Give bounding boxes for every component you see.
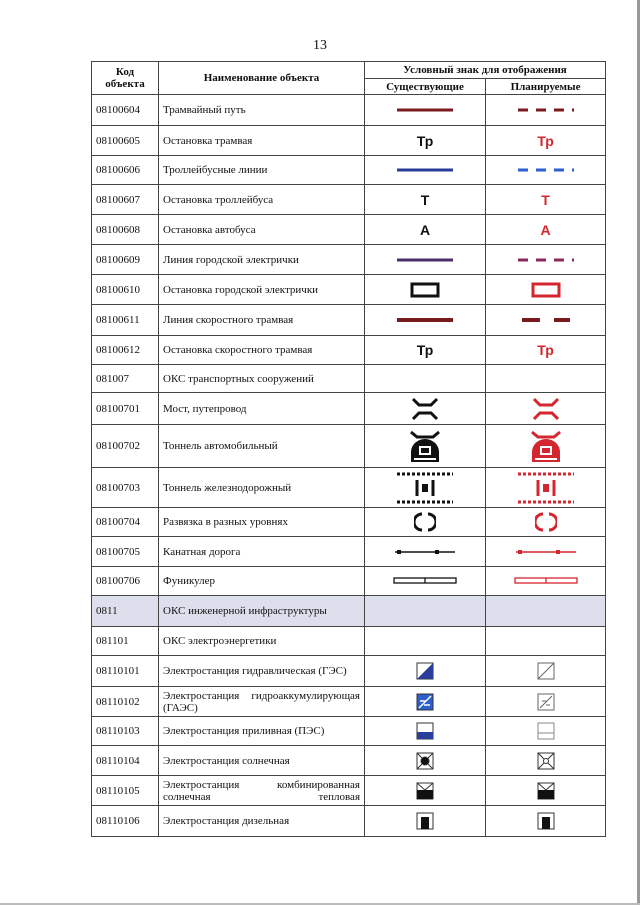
object-code: 08100610 xyxy=(92,275,159,305)
symbol-planned xyxy=(486,215,606,245)
table-row xyxy=(92,425,606,468)
table-row xyxy=(92,468,606,508)
tram-stop-label: Тр xyxy=(416,132,434,149)
symbol-existing xyxy=(365,215,486,245)
table-row xyxy=(92,305,606,336)
object-name: Остановка автобуса xyxy=(159,215,365,245)
symbol-planned xyxy=(486,627,606,656)
object-name: Трамвайный путь xyxy=(159,95,365,126)
object-code: 08100703 xyxy=(92,468,159,508)
header-planned: Планируемые xyxy=(486,79,606,95)
object-name: Линия скоростного трамвая xyxy=(159,305,365,336)
symbol-existing xyxy=(365,156,486,185)
trolleybus-stop-label: Т xyxy=(420,191,430,208)
object-code: 08100608 xyxy=(92,215,159,245)
page-number: 13 xyxy=(313,38,327,53)
symbol-planned xyxy=(486,336,606,365)
table-row xyxy=(92,275,606,305)
object-name: Электростанция гидроаккумулирующая (ГАЭС) xyxy=(159,687,365,717)
symbol-existing xyxy=(365,365,486,393)
symbol-existing xyxy=(365,275,486,305)
object-code: 08100609 xyxy=(92,245,159,275)
symbol-existing xyxy=(365,336,486,365)
express-tram-stop-label: Тр xyxy=(537,342,554,358)
symbol-existing xyxy=(365,596,486,627)
trolleybus-stop-label: Т xyxy=(541,191,550,208)
table-row xyxy=(92,537,606,567)
symbol-existing xyxy=(365,305,486,336)
object-code: 08100612 xyxy=(92,336,159,365)
object-name: Остановка скоростного трамвая xyxy=(159,336,365,365)
object-code: 08100705 xyxy=(92,537,159,567)
symbol-planned xyxy=(486,567,606,596)
symbol-planned xyxy=(486,305,606,336)
symbol-planned xyxy=(486,245,606,275)
symbol-planned xyxy=(486,365,606,393)
object-name: ОКС электроэнергетики xyxy=(159,627,365,656)
symbol-existing xyxy=(365,746,486,776)
object-code: 08100701 xyxy=(92,393,159,425)
object-code: 081101 xyxy=(92,627,159,656)
symbol-planned xyxy=(486,126,606,156)
header-existing: Существующие xyxy=(365,79,486,95)
object-code: 081007 xyxy=(92,365,159,393)
object-name: Тоннель железнодорожный xyxy=(159,468,365,508)
symbol-existing xyxy=(365,468,486,508)
symbol-existing xyxy=(365,508,486,537)
object-name: Тоннель автомобильный xyxy=(159,425,365,468)
table-row xyxy=(92,185,606,215)
symbol-existing xyxy=(365,537,486,567)
object-name: Мост, путепровод xyxy=(159,393,365,425)
table-row xyxy=(92,95,606,126)
table-row xyxy=(92,746,606,776)
symbol-planned xyxy=(486,596,606,627)
symbol-planned xyxy=(486,717,606,746)
legend-body xyxy=(92,95,606,837)
symbol-planned xyxy=(486,806,606,837)
bus-stop-label: А xyxy=(540,221,551,238)
table-row xyxy=(92,245,606,275)
object-name: Электростанция гидравлическая (ГЭС) xyxy=(159,656,365,687)
table-row xyxy=(92,126,606,156)
symbol-planned xyxy=(486,776,606,806)
table-row xyxy=(92,365,606,393)
symbol-existing xyxy=(365,806,486,837)
table-row xyxy=(92,627,606,656)
header-symbol: Условный знак для отображения xyxy=(365,62,606,79)
object-code: 08110103 xyxy=(92,717,159,746)
symbol-existing xyxy=(365,126,486,156)
symbol-existing xyxy=(365,687,486,717)
table-row xyxy=(92,393,606,425)
symbol-existing xyxy=(365,776,486,806)
object-code: 08100606 xyxy=(92,156,159,185)
object-name: Троллейбусные линии xyxy=(159,156,365,185)
symbol-existing xyxy=(365,425,486,468)
object-name: Электростанция дизельная xyxy=(159,806,365,837)
symbol-existing xyxy=(365,717,486,746)
header-name: Наименование объекта xyxy=(159,62,365,95)
symbol-planned xyxy=(486,468,606,508)
object-code: 08100706 xyxy=(92,567,159,596)
symbol-existing xyxy=(365,185,486,215)
symbol-existing xyxy=(365,627,486,656)
symbol-planned xyxy=(486,156,606,185)
symbol-planned xyxy=(486,185,606,215)
symbol-planned xyxy=(486,275,606,305)
symbol-existing xyxy=(365,656,486,687)
object-code: 08100702 xyxy=(92,425,159,468)
bus-stop-label: А xyxy=(419,221,431,238)
symbol-existing xyxy=(365,567,486,596)
object-name: Фуникулер xyxy=(159,567,365,596)
object-name: Линия городской электрички xyxy=(159,245,365,275)
table-row xyxy=(92,687,606,717)
symbol-planned xyxy=(486,425,606,468)
object-name: Остановка трамвая xyxy=(159,126,365,156)
table-row xyxy=(92,336,606,365)
symbol-existing xyxy=(365,245,486,275)
object-name: Электростанция приливная (ПЭС) xyxy=(159,717,365,746)
object-code: 08110102 xyxy=(92,687,159,717)
object-code: 08100704 xyxy=(92,508,159,537)
table-row xyxy=(92,215,606,245)
object-code: 08100605 xyxy=(92,126,159,156)
object-code: 08110104 xyxy=(92,746,159,776)
object-code: 08110106 xyxy=(92,806,159,837)
table-row xyxy=(92,776,606,806)
header-code: Код объекта xyxy=(92,62,159,95)
symbol-planned xyxy=(486,687,606,717)
object-name: ОКС транспортных сооружений xyxy=(159,365,365,393)
object-code: 0811 xyxy=(92,596,159,627)
table-row xyxy=(92,806,606,837)
symbol-planned xyxy=(486,508,606,537)
tram-stop-label: Тр xyxy=(537,132,554,149)
symbol-existing xyxy=(365,95,486,126)
symbol-planned xyxy=(486,95,606,126)
object-name: Развязка в разных уровнях xyxy=(159,508,365,537)
object-code: 08100604 xyxy=(92,95,159,126)
object-code: 08110101 xyxy=(92,656,159,687)
table-row xyxy=(92,596,606,627)
object-name: Остановка городской электрички xyxy=(159,275,365,305)
table-row xyxy=(92,156,606,185)
object-code: 08100611 xyxy=(92,305,159,336)
object-name: Остановка троллейбуса xyxy=(159,185,365,215)
symbol-planned xyxy=(486,393,606,425)
symbol-existing xyxy=(365,393,486,425)
table-row xyxy=(92,508,606,537)
object-name: Электростанция комбинированная солнечная тепловая xyxy=(159,776,365,806)
legend-table xyxy=(91,61,606,837)
symbol-planned xyxy=(486,656,606,687)
table-row xyxy=(92,656,606,687)
express-tram-stop-label: Тр xyxy=(416,342,434,358)
object-code: 08110105 xyxy=(92,776,159,806)
table-row xyxy=(92,567,606,596)
object-name: Канатная дорога xyxy=(159,537,365,567)
symbol-planned xyxy=(486,537,606,567)
object-name: Электростанция солнечная xyxy=(159,746,365,776)
table-row xyxy=(92,717,606,746)
object-code: 08100607 xyxy=(92,185,159,215)
object-name: ОКС инженерной инфраструктуры xyxy=(159,596,365,627)
symbol-planned xyxy=(486,746,606,776)
